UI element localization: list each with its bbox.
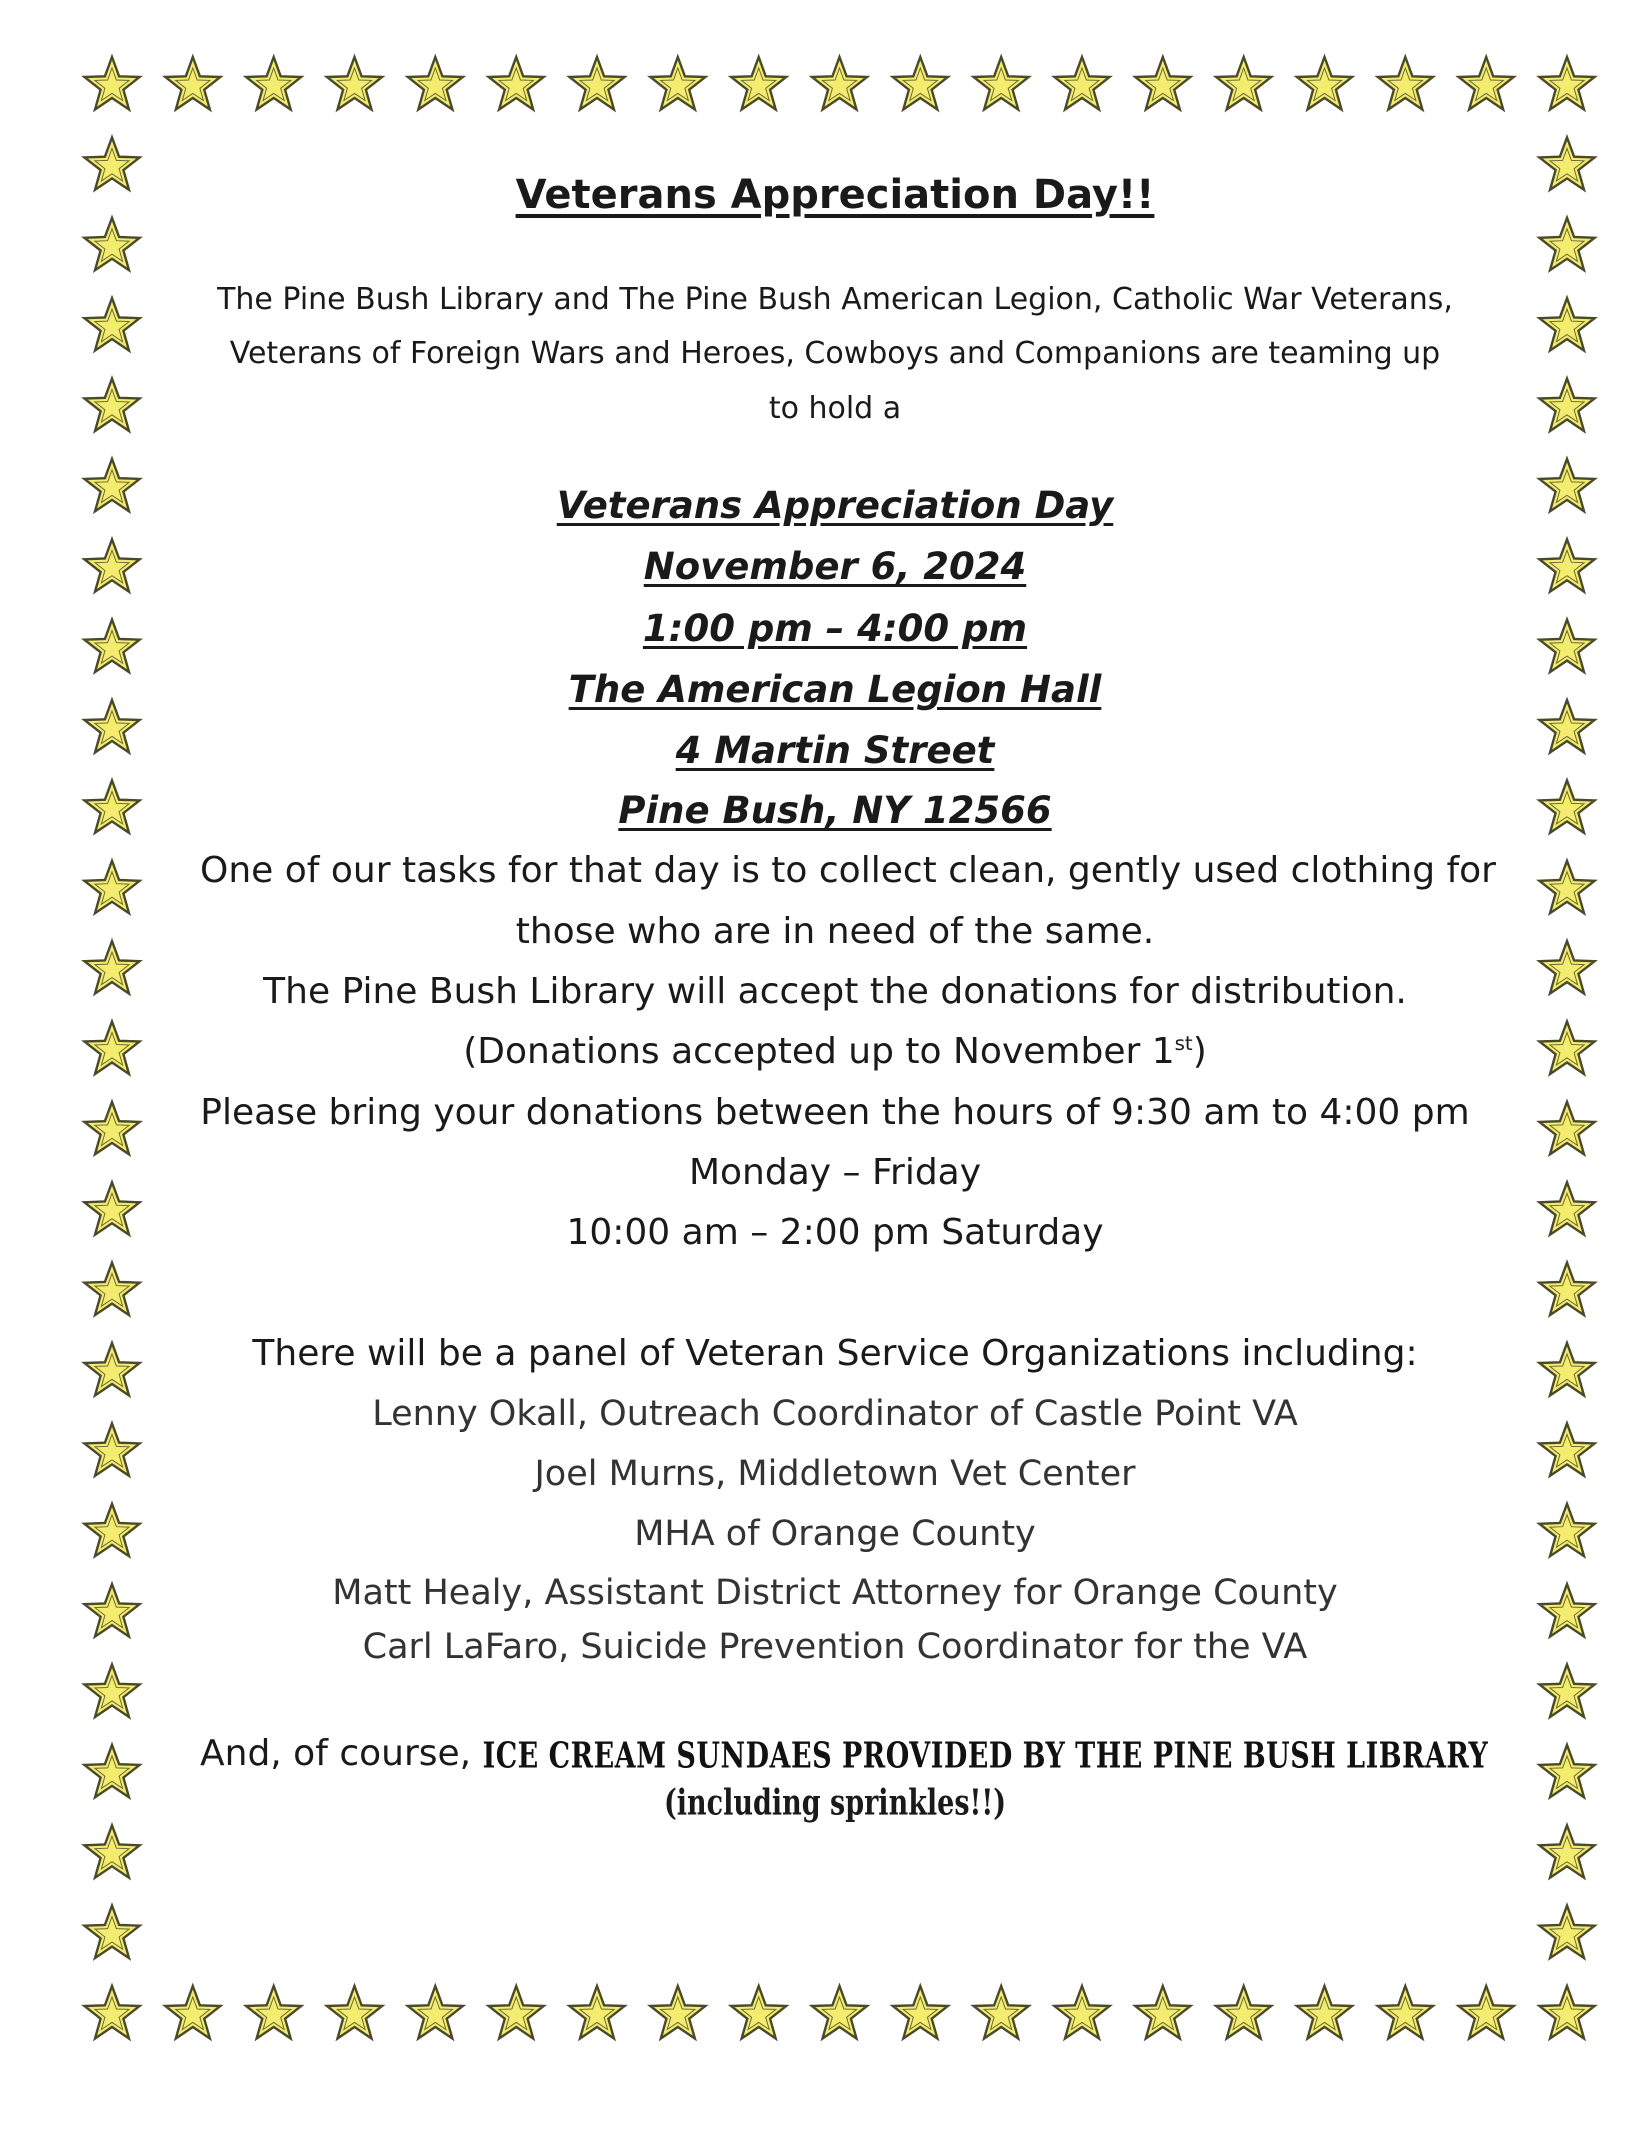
panel-member: MHA of Orange County xyxy=(634,1514,1036,1554)
star-icon xyxy=(1539,539,1594,591)
intro-line-2: Veterans of Foreign Wars and Heroes, Cowboys and Companions are teaming up xyxy=(229,336,1441,371)
donation-line-1: One of our tasks for that day is to collect clean, gently used clothing for xyxy=(200,850,1496,891)
star-icon xyxy=(246,1986,301,2039)
star-icon xyxy=(1539,861,1594,913)
star-icon xyxy=(408,1986,463,2039)
star-icon xyxy=(1539,137,1594,189)
star-icon xyxy=(84,1343,139,1396)
flyer-title: Veterans Appreciation Day!! xyxy=(515,172,1155,218)
star-icon xyxy=(327,1986,382,2039)
star-icon xyxy=(1297,1986,1352,2039)
event-venue: The American Legion Hall xyxy=(568,668,1102,711)
donation-weekdays: Monday – Friday xyxy=(688,1152,982,1193)
intro-line-3: to hold a xyxy=(768,391,902,426)
star-icon xyxy=(731,1986,786,2039)
panel-heading: There will be a panel of Veteran Service Organizations including: xyxy=(252,1333,1418,1374)
star-icon xyxy=(84,620,139,673)
star-icon xyxy=(84,379,139,432)
sprinkles-note: (including sprinkles!!) xyxy=(663,1783,1007,1824)
donation-hours: Please bring your donations between the hours of 9:30 am to 4:00 pm xyxy=(200,1092,1470,1133)
star-icon xyxy=(84,1665,139,1718)
star-icon xyxy=(650,57,705,110)
intro-line-1: The Pine Bush Library and The Pine Bush American Legion, Catholic War Veterans, xyxy=(217,282,1453,317)
star-icon xyxy=(1459,57,1514,110)
star-icon xyxy=(84,780,139,832)
deadline-suffix: ) xyxy=(1192,1031,1207,1072)
star-icon xyxy=(1378,57,1433,110)
star-icon xyxy=(489,1986,544,2039)
star-icon xyxy=(84,539,139,591)
star-icon xyxy=(84,459,139,511)
star-icon xyxy=(1054,1986,1109,2039)
event-name: Veterans Appreciation Day xyxy=(556,484,1114,527)
star-icon xyxy=(84,1825,139,1877)
donation-deadline xyxy=(200,1031,1470,1072)
star-icon xyxy=(84,1745,139,1797)
star-icon xyxy=(84,298,139,351)
star-icon xyxy=(84,700,139,753)
star-icon xyxy=(1539,298,1594,351)
star-icon xyxy=(84,1504,139,1556)
star-icon xyxy=(569,1986,624,2039)
star-icon xyxy=(165,1986,220,2039)
star-icon xyxy=(1539,1263,1594,1316)
star-icon xyxy=(84,57,139,110)
star-icon xyxy=(84,1263,139,1316)
star-icon xyxy=(84,1423,139,1475)
deadline-prefix: (Donations accepted up to November 1 xyxy=(463,1031,1175,1072)
star-icon xyxy=(569,57,624,110)
star-icon xyxy=(1459,1986,1514,2039)
star-icon xyxy=(1216,1986,1271,2039)
event-city: Pine Bush, NY 12566 xyxy=(618,789,1052,832)
star-icon xyxy=(893,1986,948,2039)
star-icon xyxy=(650,1986,705,2039)
star-icon xyxy=(84,1182,139,1234)
ice-cream-highlight: ICE CREAM SUNDAES PROVIDED BY THE PINE BUSH LIBRARY xyxy=(482,1736,1489,1777)
star-icon xyxy=(84,1022,139,1075)
event-date: November 6, 2024 xyxy=(643,545,1027,588)
panel-member: Matt Healy, Assistant District Attorney for Orange County xyxy=(332,1573,1338,1613)
star-icon xyxy=(84,1986,139,2039)
panel-member: Joel Murns, Middletown Vet Center xyxy=(534,1454,1136,1494)
star-icon xyxy=(246,57,301,110)
star-icon xyxy=(812,1986,867,2039)
star-icon xyxy=(1539,1423,1594,1475)
star-icon xyxy=(1539,1906,1594,1959)
star-icon xyxy=(1054,57,1109,110)
star-icon xyxy=(731,57,786,110)
star-icon xyxy=(1539,1343,1594,1396)
event-street: 4 Martin Street xyxy=(675,729,995,772)
star-icon xyxy=(1135,1986,1190,2039)
star-icon xyxy=(1539,620,1594,673)
star-icon xyxy=(974,57,1029,110)
star-icon xyxy=(1539,1745,1594,1797)
star-icon xyxy=(84,1584,139,1637)
star-icon xyxy=(1216,57,1271,110)
star-icon xyxy=(974,1986,1029,2039)
star-icon xyxy=(84,137,139,189)
star-icon xyxy=(1539,459,1594,511)
event-time: 1:00 pm – 4:00 pm xyxy=(642,607,1028,650)
star-icon xyxy=(1539,1986,1594,2039)
star-icon xyxy=(489,57,544,110)
deadline-superscript: st xyxy=(1174,1032,1193,1055)
star-icon xyxy=(84,218,139,270)
star-icon xyxy=(1539,1665,1594,1718)
star-icon xyxy=(1539,1584,1594,1637)
star-icon xyxy=(84,1906,139,1959)
donation-saturday: 10:00 am – 2:00 pm Saturday xyxy=(566,1212,1104,1253)
closing-prefix: And, of course, xyxy=(200,1733,483,1774)
star-icon xyxy=(165,57,220,110)
star-icon xyxy=(1539,1825,1594,1877)
star-icon xyxy=(1539,1102,1594,1154)
panel-member: Carl LaFaro, Suicide Prevention Coordinator for the VA xyxy=(362,1627,1308,1667)
star-icon xyxy=(1135,57,1190,110)
star-icon xyxy=(812,57,867,110)
star-icon xyxy=(893,57,948,110)
star-icon xyxy=(1539,218,1594,270)
donation-line-3: The Pine Bush Library will accept the donations for distribution. xyxy=(263,971,1407,1012)
star-icon xyxy=(408,57,463,110)
sprinkles-note-row xyxy=(200,1783,1470,1824)
star-icon xyxy=(1539,379,1594,432)
star-icon xyxy=(1539,941,1594,994)
donation-line-2: those who are in need of the same. xyxy=(515,911,1155,952)
star-icon xyxy=(1378,1986,1433,2039)
star-icon xyxy=(1539,780,1594,832)
star-icon xyxy=(84,861,139,913)
closing-line xyxy=(200,1733,1489,1777)
star-icon xyxy=(1297,57,1352,110)
star-icon xyxy=(84,1102,139,1154)
star-icon xyxy=(1539,57,1594,110)
star-icon xyxy=(1539,1022,1594,1075)
star-icon xyxy=(1539,700,1594,753)
star-icon xyxy=(1539,1504,1594,1556)
panel-member: Lenny Okall, Outreach Coordinator of Castle Point VA xyxy=(372,1394,1298,1434)
star-icon xyxy=(1539,1182,1594,1234)
star-icon xyxy=(84,941,139,994)
star-icon xyxy=(327,57,382,110)
